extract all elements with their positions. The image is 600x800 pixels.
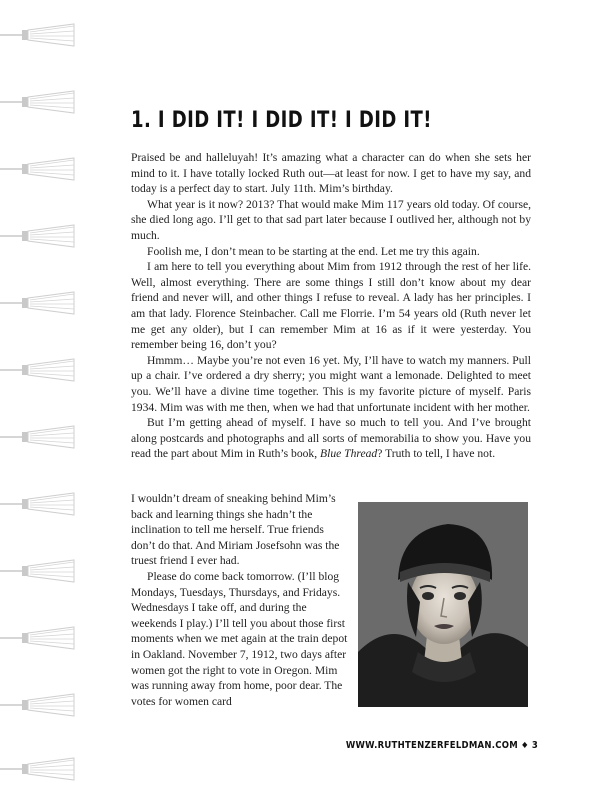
tassel-icon [0, 487, 80, 521]
paragraph-text: ? Truth to tell, I have not. [377, 447, 496, 461]
tassel-icon [0, 219, 80, 253]
paragraph: What year is it now? 2013? That would make Mim 117 years old today. Of course, she died long ago. I’ll get to that sad part later because I outlived her, although not by much. [131, 197, 531, 242]
book-title: Blue Thread [320, 447, 378, 461]
footer-url: WWW.RUTHTENZERFELDMAN.COM [345, 740, 518, 751]
paragraph: I wouldn’t dream of sneaking behind Mim’s back and learning things she hadn’t the inclination to tell me herself. True friends don’t do that. And Miriam Josefsohn was the truest friend I ever had. [131, 492, 340, 568]
paragraph: Please do come back tomorrow. (I’ll blog Mondays, Tuesdays, Thursdays, and Fridays. Wednesdays I take off, and during the weekends I play.) I’ll tell you about those first moments when we met again at the train depot in Oakland. November 7, 1912, two days after women got the right to vote in Oregon. Mim was running away from home, poor dear. The votes for women card [131, 569, 348, 708]
tassel-icon [0, 152, 80, 186]
body-text [131, 150, 531, 462]
diamond-separator-icon: ◆ [522, 740, 528, 749]
page-number: 3 [531, 740, 538, 751]
tassel-icon [0, 554, 80, 588]
tassel-icon [0, 752, 80, 786]
portrait-illustration [358, 502, 528, 707]
tassel-icon [0, 688, 80, 722]
portrait-photo [358, 502, 528, 707]
paragraph: Praised be and halleluyah! It’s amazing what a character can do when she sets her mind to it. I have totally locked Ruth out—at least for now. I get to have my say, and today is a perfect day to start. July 11th. Mim’s birthday. [131, 151, 531, 196]
paragraph [131, 415, 531, 462]
tassel-icon [0, 621, 80, 655]
paragraph: Hmmm… Maybe you’re not even 16 yet. My, I’ll have to watch my manners. Pull up a chair. I’ve ordered a dry sherry; you might want a lemonade. Delighted to meet you. We’ll have a divine time together. This is my favorite picture of myself. Paris 1934. Mim was with me then, when we had that unfortunate incident with her mother. [131, 353, 531, 414]
paragraph: I am here to tell you everything about Mim from 1912 through the rest of her life. Well, almost everything. There are some things I still don’t know about my dear friend and never will, and other things I refuse to reveal. A lady has her principles. I am that lady. Florence Steinbacher. Call me Florrie. I’m 54 years old (Ruth never let me get any older), but I can remember Mim at 16 as if it were yesterday. You remember being 16, don’t you? [131, 260, 531, 352]
paragraph-text: But I’m getting ahead of myself. I have so much to tell you. And I’ve brought along postcards and photographs and all sorts of memorabilia to show you. Have you read the part about Mim in Ruth’s book, [131, 416, 531, 461]
tassel-icon [0, 353, 80, 387]
tassel-border [0, 0, 80, 800]
tassel-icon [0, 420, 80, 454]
paragraph: Foolish me, I don’t mean to be starting at the end. Let me try this again. [147, 244, 480, 258]
tassel-icon [0, 18, 80, 52]
tassel-icon [0, 286, 80, 320]
tassel-icon [0, 85, 80, 119]
page-footer [346, 740, 538, 751]
chapter-title: 1. I DID IT! I DID IT! I DID IT! [131, 108, 432, 133]
narrow-column-text [131, 491, 351, 709]
